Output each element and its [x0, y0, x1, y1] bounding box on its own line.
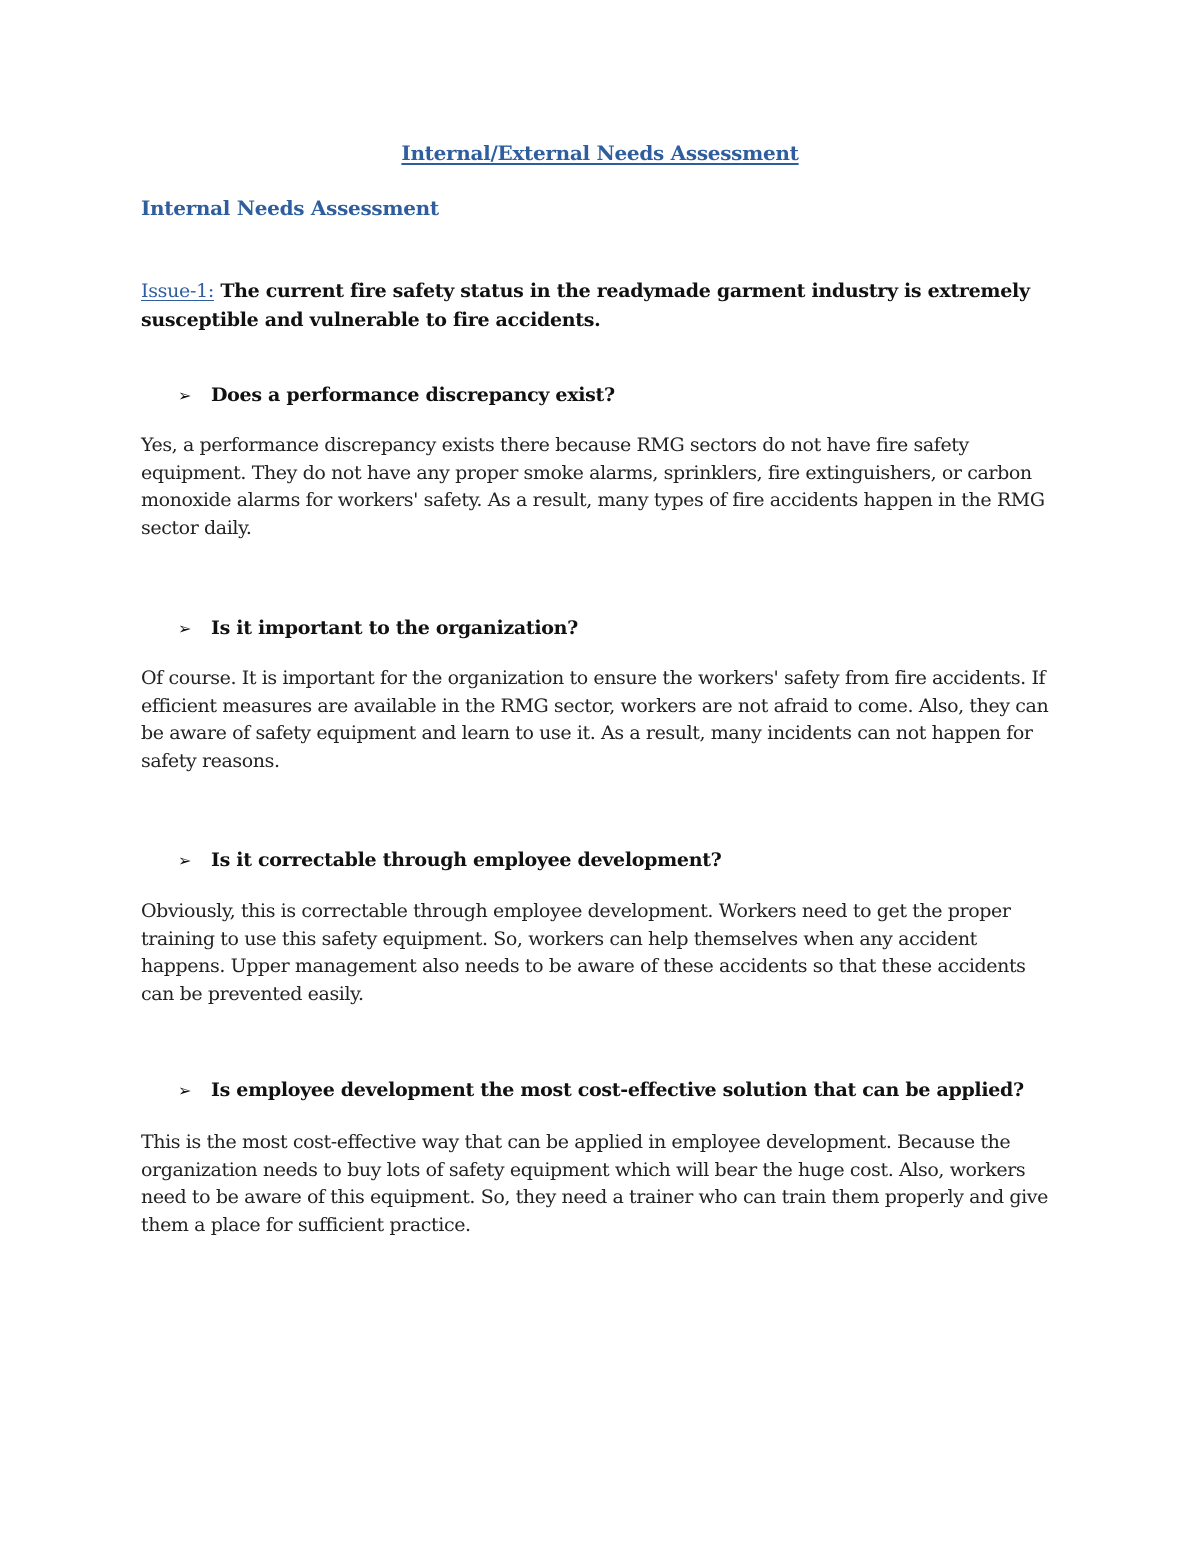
question-2 — [178, 617, 578, 639]
question-text: Is employee development the most cost-effective solution that can be applied? — [211, 1079, 1024, 1101]
arrow-bullet-icon: ➢ — [178, 619, 192, 638]
issue-label: Issue-1: — [141, 280, 214, 302]
answer-1: Yes, a performance discrepancy exists there because RMG sectors do not have fire safety equipment. They do not have any proper smoke alarms, sprinklers, fire extinguishers, or carbon monoxide alarms for workers' safety. As a result, many types of fire accidents happen in the RMG sector daily. — [141, 434, 1045, 539]
answer-3: Obviously, this is correctable through employee development. Workers need to get the proper training to use this safety equipment. So, workers can help themselves when any accident happens. Upper management also needs to be aware of these accidents so that these accidents can be prevented easily. — [141, 900, 1026, 1005]
question-4 — [178, 1079, 1024, 1101]
arrow-bullet-icon: ➢ — [178, 851, 192, 870]
question-text: Is it important to the organization? — [211, 617, 578, 639]
issue-statement — [141, 277, 1041, 335]
issue-text: The current fire safety status in the readymade garment industry is extremely susceptible and vulnerable to fire accidents. — [141, 280, 1030, 331]
answer-4: This is the most cost-effective way that can be applied in employee development. Because the organization needs to buy lots of safety equipment which will bear the huge cost. Also, workers need to be aware of this equipment. So, they need a trainer who can train them properly and give them a place for sufficient practice. — [141, 1131, 1048, 1236]
question-3 — [178, 849, 722, 871]
question-text: Is it correctable through employee development? — [211, 849, 722, 871]
answer-2: Of course. It is important for the organization to ensure the workers' safety from fire accidents. If efficient measures are available in the RMG sector, workers are not afraid to come. Also, they can be aware of safety equipment and learn to use it. As a result, many incidents can not happen for safety reasons. — [141, 667, 1049, 772]
arrow-bullet-icon: ➢ — [178, 386, 192, 405]
question-1 — [178, 384, 615, 406]
document-title: Internal/External Needs Assessment — [401, 141, 799, 165]
section-heading: Internal Needs Assessment — [141, 196, 439, 220]
arrow-bullet-icon: ➢ — [178, 1081, 192, 1100]
question-text: Does a performance discrepancy exist? — [211, 384, 615, 406]
